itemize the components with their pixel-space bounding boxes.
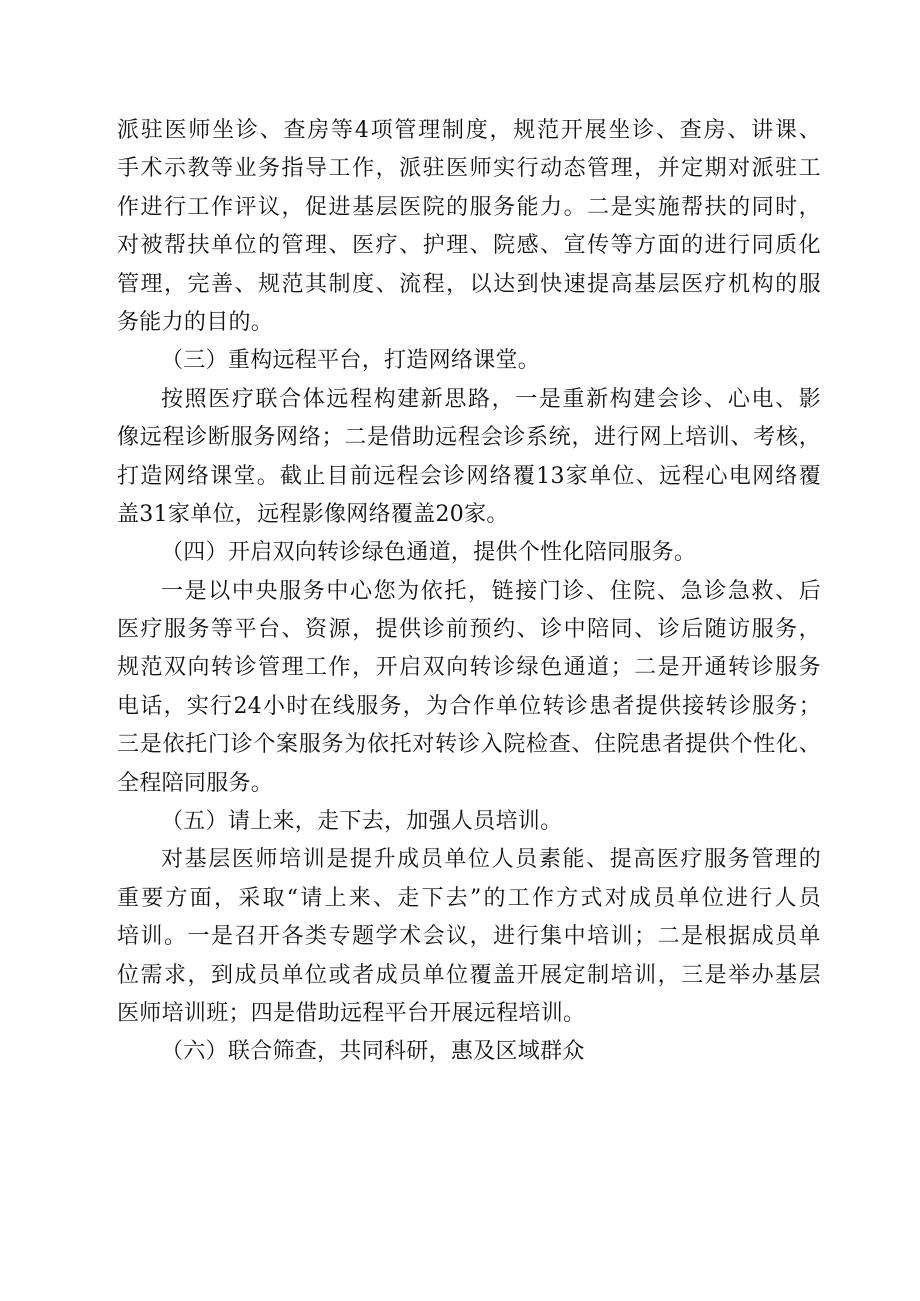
paragraph-line: 规范双向转诊管理工作，开启双向转诊绿色通道；二是开通转诊服务 (117, 655, 821, 681)
section-heading-6: （六）联合筛查，共同科研，惠及区域群众 (161, 1039, 585, 1065)
paragraph-line: 按照医疗联合体远程构建新思路，一是重新构建会诊、心电、影 (161, 386, 821, 412)
section-heading-4: （四）开启双向转诊绿色通道，提供个性化陪同服务。 (161, 540, 697, 566)
paragraph-line: 电话，实行24小时在线服务，为合作单位转诊患者提供接转诊服务； (117, 693, 821, 719)
paragraph-line: 对被帮扶单位的管理、医疗、护理、院感、宣传等方面的进行同质化 (117, 233, 821, 259)
document-body (117, 112, 837, 1072)
paragraph-line: 派驻医师坐诊、查房等4项管理制度，规范开展坐诊、查房、讲课、 (117, 118, 821, 143)
paragraph-line: 手术示教等业务指导工作，派驻医师实行动态管理，并定期对派驻工 (117, 156, 821, 182)
paragraph-line: 打造网络课堂。截止目前远程会诊网络覆13家单位、远程心电网络覆 (117, 463, 821, 489)
paragraph-line: 像远程诊断服务网络；二是借助远程会诊系统，进行网上培训、考核， (117, 425, 821, 451)
paragraph-line: 三是依托门诊个案服务为依托对转诊入院检查、住院患者提供个性化、 (117, 732, 821, 758)
section-heading-5: （五）请上来，走下去，加强人员培训。 (161, 809, 563, 835)
paragraph-line: 对基层医师培训是提升成员单位人员素能、提高医疗服务管理的 (161, 847, 821, 873)
paragraph-line: 医师培训班；四是借助远程平台开展远程培训。 (117, 1000, 586, 1026)
paragraph-line: 医疗服务等平台、资源，提供诊前预约、诊中陪同、诊后随访服务， (117, 617, 821, 643)
paragraph-line: 全程陪同服务。 (117, 770, 274, 796)
paragraph-line: 培训。一是召开各类专题学术会议，进行集中培训；二是根据成员单 (117, 924, 821, 950)
paragraph-line: 位需求，到成员单位或者成员单位覆盖开展定制培训，三是举办基层 (117, 962, 821, 988)
paragraph-line: 作进行工作评议，促进基层医院的服务能力。二是实施帮扶的同时， (117, 194, 821, 220)
paragraph-line: 盖31家单位，远程影像网络覆盖20家。 (117, 501, 509, 527)
section-heading-3: （三）重构远程平台，打造网络课堂。 (161, 348, 541, 374)
paragraph-line: 务能力的目的。 (117, 309, 274, 335)
paragraph-line: 一是以中央服务中心您为依托，链接门诊、住院、急诊急救、后 (161, 578, 821, 604)
paragraph-line: 重要方面，采取“请上来、走下去”的工作方式对成员单位进行人员 (117, 885, 821, 911)
paragraph-line: 管理，完善、规范其制度、流程，以达到快速提高基层医疗机构的服 (117, 271, 821, 297)
